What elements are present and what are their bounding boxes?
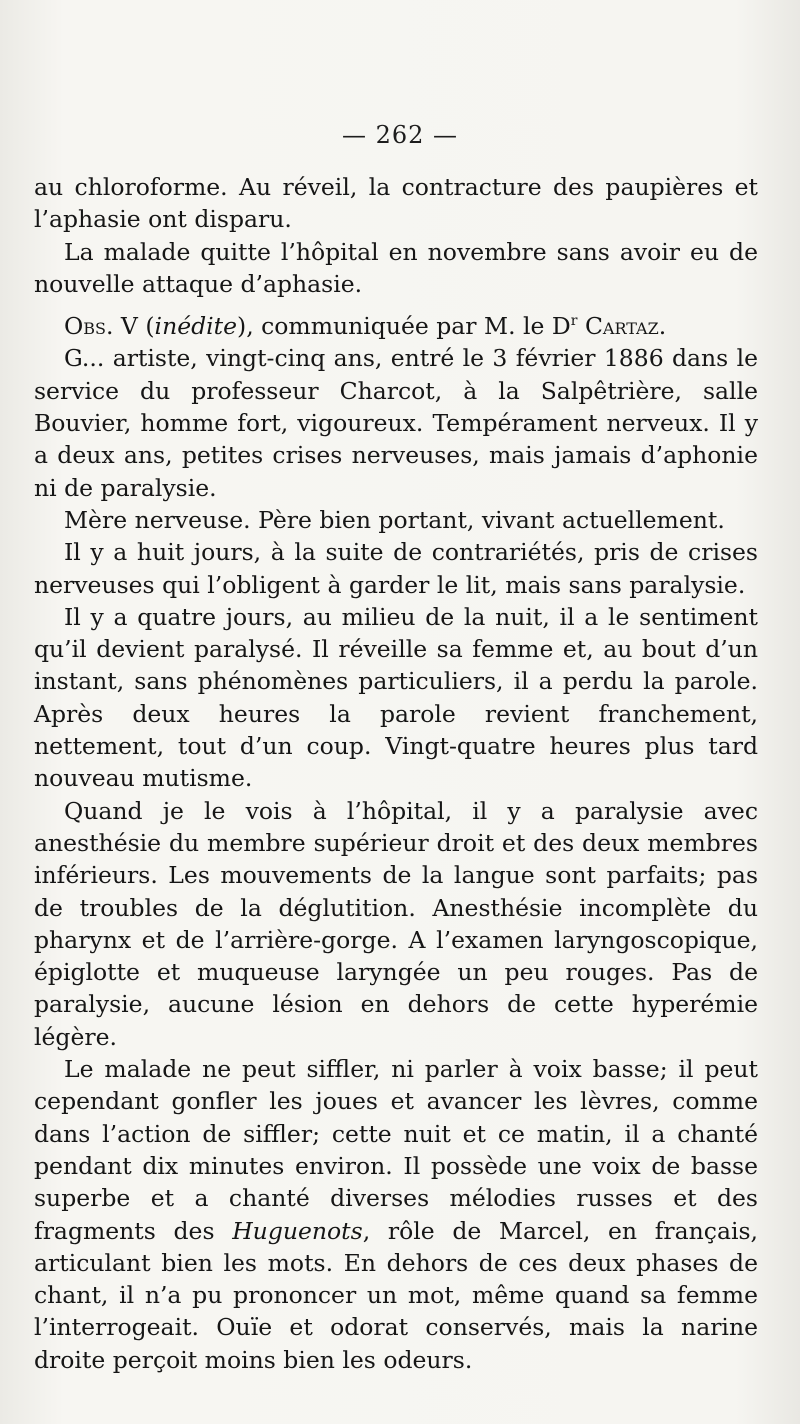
page-number: — 262 — <box>341 121 459 149</box>
paragraph-continuation: au chloroforme. Au réveil, la contracture des paupières et l’aphasie ont disparu. <box>34 173 758 234</box>
paragraph: Il y a huit jours, à la suite de contrariétés, pris de crises nerveuses qui l’obligent à garder le lit, mais sans paralysie. <box>34 538 758 599</box>
paragraph: G... artiste, vingt-cinq ans, entré le 3 février 1886 dans le service du professeur Charcot, à la Salpêtrière, salle Bouvier, homme fort, vigoureux. Tempérament nerveux. Il y a deux ans, petites crises nerveuses, mais jamais d’aphonie ni de paralysie. <box>34 344 758 502</box>
observation-label: Obs. V <box>64 312 138 341</box>
paragraph <box>34 1053 758 1376</box>
paragraph: Quand je le vois à l’hôpital, il y a paralysie avec anesthésie du membre supérieur droit et des deux membres inférieurs. Les mouvements de la langue sont parfaits; pas de troubles de la déglutition. Anesthésie incomplète du pharynx et de l’arrière-gorge. A l’examen laryngoscopique, épiglotte et muqueuse laryngée un peu rouges. Pas de paralysie, aucune lésion en dehors de cette hyperémie légère. <box>34 796 758 1051</box>
paragraph: Il y a quatre jours, au milieu de la nuit, il a le sentiment qu’il devient paralysé. Il réveille sa femme et, au bout d’un instant, sans phénomènes particuliers, il a perdu la parole. Après deux heures la parole revient franchement, nettement, tout d’un coup. Vingt-quatre heures plus tard nouveau mutisme. <box>34 602 758 793</box>
body-text <box>34 171 758 1376</box>
paragraph: Mère nerveuse. Père bien portant, vivant actuellement. <box>64 505 725 534</box>
observation-italic-note: inédite <box>154 312 238 341</box>
doctor-superscript: r <box>570 313 578 330</box>
observation-period: . <box>658 312 667 341</box>
text-run: , rôle de Marcel, en français, articulant bien les mots. En dehors de ces deux phases de chant, il n’a pu prononcer un mot, même quand sa femme l’interrogeait. Ouïe et odorat conservés, mais la narine droite perçoit moins bien les odeurs. <box>34 1216 759 1374</box>
text-run: Le malade ne peut siffler, ni parler à voix basse; il peut cependant gonfler les joues et avancer les lèvres, comme dans l’action de siffler; cette nuit et ce matin, il a chanté pendant dix minutes environ. Il possède une voix de basse superbe et a chanté diverses mélodies russes et des fragments des <box>34 1055 758 1245</box>
observation-attribution: , communiquée par M. le D <box>246 312 571 341</box>
paragraph: La malade quitte l’hôpital en novembre sans avoir eu de nouvelle attaque d’aphasie. <box>34 237 758 298</box>
italic-title: Huguenots <box>232 1216 363 1245</box>
doctor-name: Cartaz <box>584 312 659 341</box>
observation-heading: Obs. V (inédite), communiquée par M. le $D^r$ Cartaz. <box>64 312 667 341</box>
